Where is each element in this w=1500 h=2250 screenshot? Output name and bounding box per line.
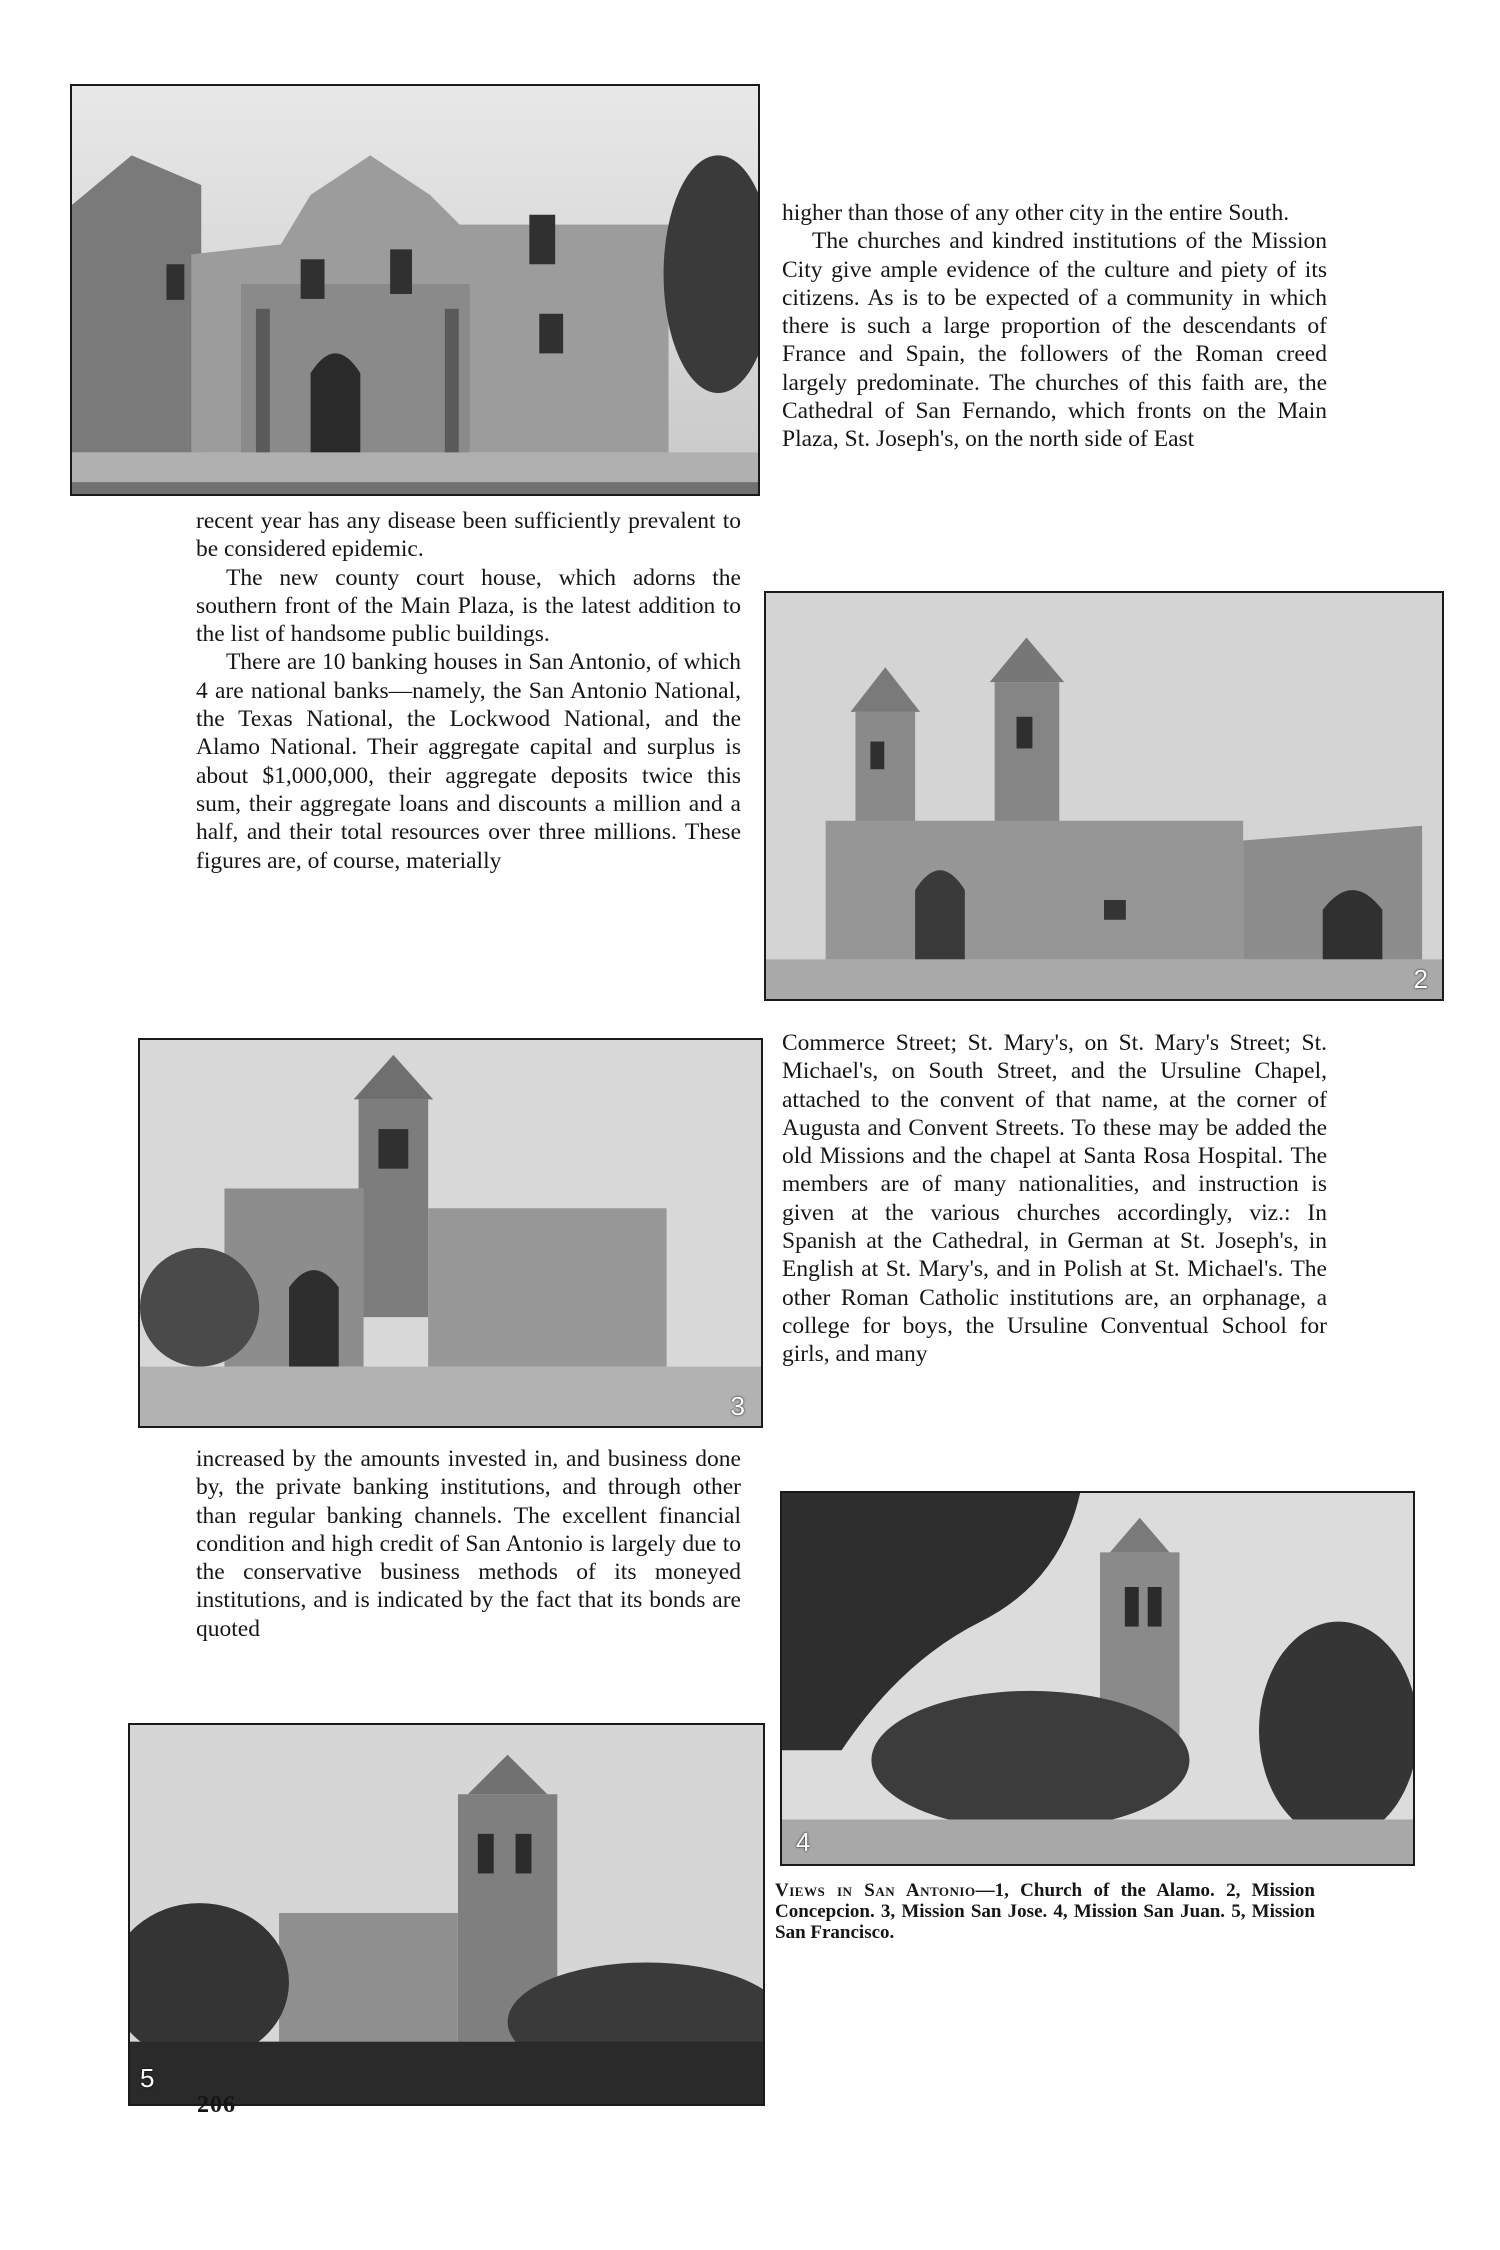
column-right-middle xyxy=(782,1029,1327,1369)
photo-number: 4 xyxy=(796,1827,811,1857)
photo-alamo xyxy=(70,84,760,496)
caption-lead: Views in San Antonio xyxy=(775,1880,976,1901)
figure-caption xyxy=(775,1880,1315,1943)
paragraph: higher than those of any other city in the entire South. xyxy=(782,200,1290,226)
page-number: 206 xyxy=(197,2092,236,2118)
paragraph: increased by the amounts invested in, and business done by, the private banking institutions, and through other than regular banking channels. The excellent financial condition and high credit of San Antonio is largely due to the conservative business methods of its moneyed institutions, and is indicated by the fact that its bonds are quoted xyxy=(196,1446,741,1642)
paragraph: The new county court house, which adorns the southern front of the Main Plaza, is the latest addition to the list of handsome public buildings. xyxy=(196,564,741,648)
column-left-middle xyxy=(196,1445,741,1643)
column-left-top xyxy=(196,507,741,875)
caption-text: —1, Church of the Alamo. 2, Mission Concepcion. 3, Mission San Jose. 4, Mission San Juan. 5, Mission San Francisco. xyxy=(775,1880,1315,1943)
photo-mission-concepcion xyxy=(764,591,1444,1001)
photo-number: 2 xyxy=(1413,964,1428,994)
paragraph: recent year has any disease been sufficiently prevalent to be considered epidemic. xyxy=(196,508,741,563)
photo-mission-san-francisco xyxy=(128,1723,765,2106)
paragraph: There are 10 banking houses in San Antonio, of which 4 are national banks—namely, the San Antonio National, the Texas National, the Lockwood National, and the Alamo National. Their aggregate capital and surplus is about $1,000,000, their aggregate deposits twice this sum, their aggregate loans and discounts a million and a half, and their total resources over three millions. These figures are, of course, materially xyxy=(196,649,741,874)
photo-number: 5 xyxy=(140,2063,155,2093)
paragraph: Commerce Street; St. Mary's, on St. Mary's Street; St. Michael's, on South Street, and the Ursuline Chapel, attached to the convent of that name, at the corner of Augusta and Convent Streets. To these may be added the old Missions and the chapel at Santa Rosa Hospital. The members are of many nationalities, and instruction is given at the various churches accordingly, viz.: In Spanish at the Cathedral, in German at St. Joseph's, in English at St. Mary's, and in Polish at St. Michael's. The other Roman Catholic institutions are, an orphanage, a college for boys, the Ursuline Conventual School for girls, and many xyxy=(782,1030,1327,1368)
column-right-top xyxy=(782,199,1327,454)
paragraph: The churches and kindred institutions of the Mission City give ample evidence of the culture and piety of its citizens. As is to be expected of a community in which there is such a large proportion of the descendants of France and Spain, the followers of the Roman creed largely predominate. The churches of this faith are, the Cathedral of San Fernando, which fronts on the Main Plaza, St. Joseph's, on the north side of East xyxy=(782,228,1327,453)
photo-mission-san-jose xyxy=(138,1038,763,1428)
photo-mission-san-juan xyxy=(780,1491,1415,1866)
photo-number: 3 xyxy=(730,1391,745,1421)
